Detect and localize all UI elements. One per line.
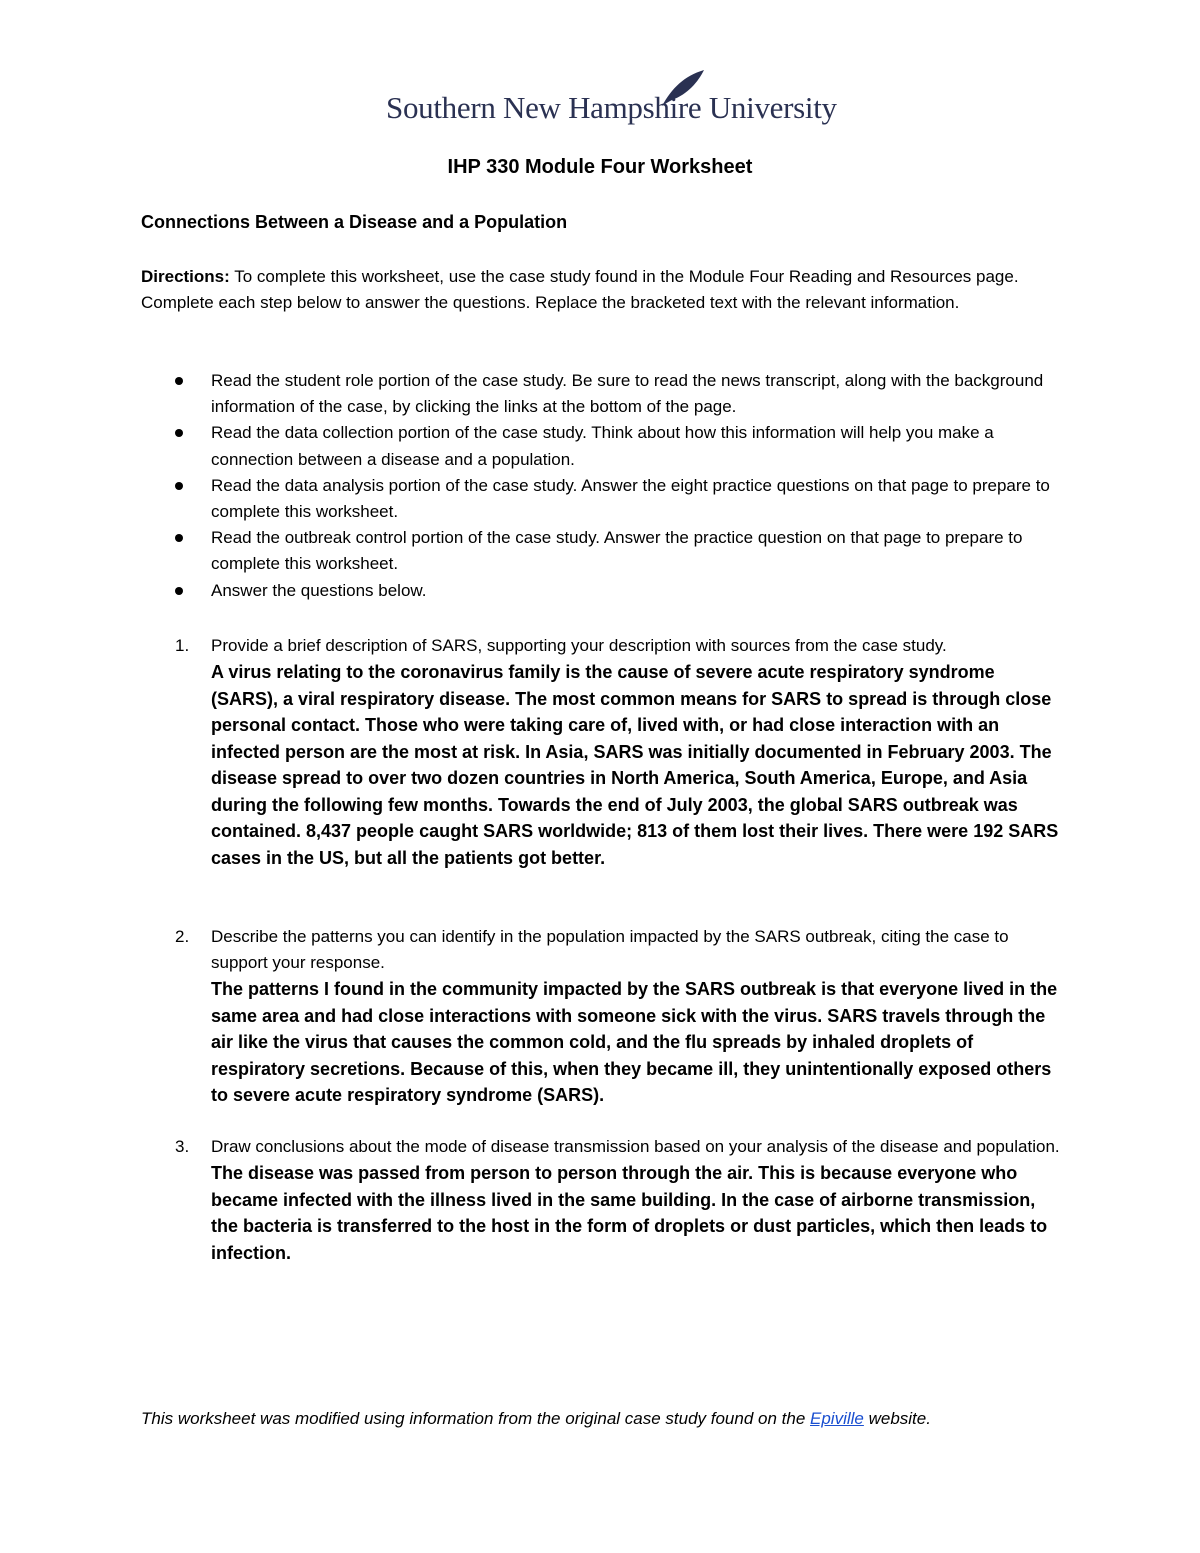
question-answer: The disease was passed from person to person through the air. This is because everyone who became infected with the illness lived in the same building. In the case of airborne transmission, the bacteria is transferred to the host in the form of droplets or dust particles, which then leads to infection. (211, 1163, 1048, 1263)
question-1 (141, 633, 1061, 871)
list-item: Answer the questions below. (141, 578, 1061, 604)
question-prompt: Provide a brief description of SARS, supporting your description with sources from the case study. (211, 636, 947, 655)
list-item: Read the student role portion of the case study. Be sure to read the news transcript, along with the background information of the case, by clicking the links at the bottom of the page. (141, 368, 1061, 420)
instruction-list (141, 368, 1061, 604)
directions-paragraph (141, 264, 1061, 316)
question-3 (141, 1134, 1061, 1266)
logo-text: Southern New Hampshire University (386, 90, 837, 125)
section-subtitle: Connections Between a Disease and a Population (141, 212, 568, 232)
list-item: Read the data analysis portion of the case study. Answer the eight practice questions on that page to prepare to complete this worksheet. (141, 473, 1061, 525)
question-prompt: Describe the patterns you can identify in the population impacted by the SARS outbreak, citing the case to support your response. (211, 927, 1009, 972)
directions-label: Directions: (141, 267, 230, 286)
bullet-icon (175, 534, 183, 542)
footer-note: This worksheet was modified using information from the original case study found on the Epiville website. (141, 1409, 931, 1428)
bullet-icon (175, 429, 183, 437)
bullet-icon (175, 587, 183, 595)
bullet-icon (175, 377, 183, 385)
question-answer: A virus relating to the coronavirus family is the cause of severe acute respiratory syndrome (SARS), a viral respiratory disease. The most common means for SARS to spread is through close personal contact. Those who were taking care of, lived with, or had close interaction with an infected person are the most at risk. In Asia, SARS was initially documented in February 2003. The disease spread to over two dozen countries in North America, South America, Europe, and Asia during the following few months. Towards the end of July 2003, the global SARS outbreak was contained. 8,437 people caught SARS worldwide; 813 of them lost their lives. There were 192 SARS cases in the US, but all the patients got better. (211, 662, 1059, 868)
page-title: IHP 330 Module Four Worksheet (447, 156, 753, 178)
list-item: Read the outbreak control portion of the case study. Answer the practice question on that page to prepare to complete this worksheet. (141, 525, 1061, 577)
epiville-link[interactable]: Epiville (810, 1409, 864, 1428)
question-number: 2. (175, 927, 190, 946)
question-prompt: Draw conclusions about the mode of disease transmission based on your analysis of the disease and population. (211, 1137, 1060, 1156)
question-answer: The patterns I found in the community impacted by the SARS outbreak is that everyone lived in the same area and had close interactions with someone sick with the virus. SARS travels through the air like the virus that causes the common cold, and the flu spreads by inhaled droplets of respiratory secretions. Because of this, when they became ill, they unintentionally exposed others to severe acute respiratory syndrome (SARS). (211, 979, 1058, 1105)
bullet-icon (175, 482, 183, 490)
list-item: Read the data collection portion of the case study. Think about how this information will help you make a connection between a disease and a population. (141, 420, 1061, 472)
university-logo (386, 68, 837, 138)
directions-text: To complete this worksheet, use the case study found in the Module Four Reading and Resources page. Complete each step below to answer the questions. Replace the bracketed text with the relevant information. (141, 267, 1019, 312)
question-number: 1. (175, 636, 190, 655)
leaf-icon (658, 68, 706, 108)
question-number: 3. (175, 1137, 190, 1156)
question-2 (141, 924, 1061, 1109)
